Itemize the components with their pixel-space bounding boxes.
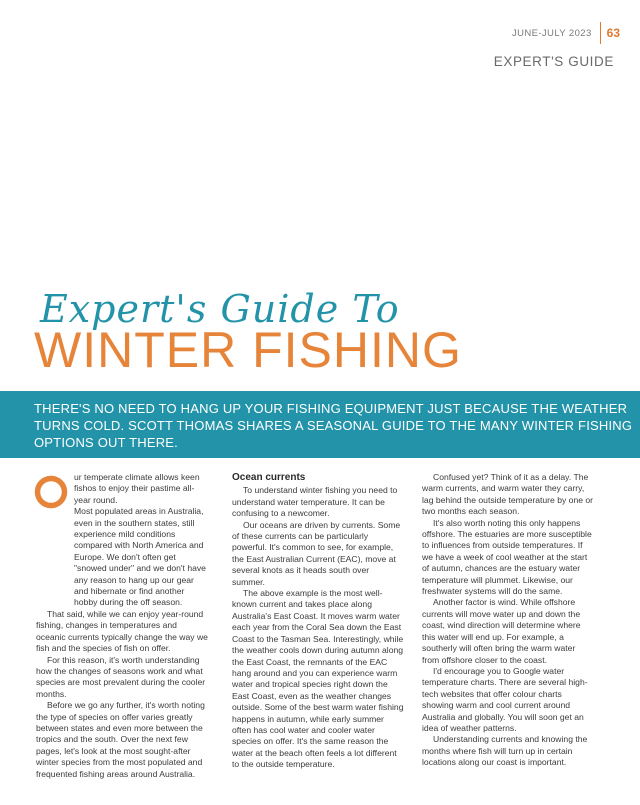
col2-paragraph-3: The above example is the most well-known current and takes place along Australia's East Coast. It moves warm water each year from the Coral Sea down the East Coast to the Tasman Sea. Interestingly, while the weather cools down during autumn along the East Coast, the remnants of the EAC hang around and you can experience warm water and tropical species right down the East Coast, even as the weather changes outside. Some of the best warm water fishing happens in autumn, while early summer often has cool water and cooler water species on offer. It's the same reason the water at the beach often feels a lot different to the outside temperature. <box>232 588 404 770</box>
col3-paragraph-5: Understanding currents and knowing the months where fish will turn up in certain locations along our coast is important. <box>422 734 588 768</box>
col2-paragraph-1: To understand winter fishing you need to understand water temperature. It can be confusing to a newcomer. <box>232 485 398 519</box>
standfirst-text: THERE'S NO NEED TO HANG UP YOUR FISHING EQUIPMENT JUST BECAUSE THE WEATHER TURNS COLD. SCOTT THOMAS SHARES A SEASONAL GUIDE TO THE MANY WINTER FISHING OPTIONS OUT THERE. <box>34 401 633 450</box>
col2-paragraph-2: Our oceans are driven by currents. Some of these currents can be particularly powerful. It's common to see, for example, the East Australian Current (EAC), move at several knots as it heads south over summer. <box>232 519 401 587</box>
ocean-currents-heading: Ocean currents <box>232 472 306 483</box>
section-label: EXPERT'S GUIDE <box>493 54 614 69</box>
article-column-1 <box>36 472 208 780</box>
col3-paragraph-4: I'd encourage you to Google water temperature charts. There are several high-tech websites that offer colour charts showing warm and cool current around Australia and globally. You will soon get an idea of weather patterns. <box>422 665 588 733</box>
main-title: WINTER FISHING <box>34 322 462 378</box>
issue-date: JUNE-JULY 2023 <box>511 27 592 39</box>
standfirst-banner <box>0 391 640 458</box>
header-divider <box>600 22 601 44</box>
col3-paragraph-3: Another factor is wind. While offshore currents will move water up and down the coast, wind direction will determine where this water will end up. For example, a southerly will often bring the warm water from offshore closer to the coast. <box>422 597 581 665</box>
page-header <box>512 22 620 44</box>
col1-paragraph-1-cont: Most populated areas in Australia, even in the southern states, still experience mild conditions compared with North America and Europe. We don't often get "snowed under" and we don't have any reason to hang up our gear and hibernate or find another hobby during the off season. <box>74 506 206 608</box>
col1-paragraph-4: Before we go any further, it's worth noting the type of species on offer varies greatly between states and even more between the tropics and the south. Over the next few pages, let's look at the most sought-after winter species from the most populated and frequented fishing areas around Australia. <box>36 700 205 779</box>
col1-paragraph-3: For this reason, it's worth understanding how the changes of seasons work and what species are most prevalent during the cooler months. <box>36 654 206 699</box>
col3-paragraph-2: It's also worth noting this only happens offshore. The estuaries are more susceptible to influences from outside temperatures. If we have a week of cool weather at the start of autumn, chances are the estuary water temperature will plummet. Likewise, our freshwater systems will do the same. <box>422 517 592 597</box>
script-title-text: Expert's Guide To <box>40 287 400 331</box>
article-column-2 <box>232 472 404 771</box>
col3-paragraph-1: Confused yet? Think of it as a delay. The warm currents, and warm water they carry, lag behind the outside temperature by one or two months each season. <box>422 472 594 517</box>
col1-lead-paragraph: ur temperate climate allows keen fishos to enjoy their pastime all-year round. <box>74 472 200 505</box>
page-number: 63 <box>606 26 620 40</box>
article-column-3 <box>422 472 594 769</box>
col1-paragraph-2: That said, while we can enjoy year-round fishing, changes in temperatures and oceanic currents typically change the way we fish and the species of fish on offer. <box>36 608 208 654</box>
